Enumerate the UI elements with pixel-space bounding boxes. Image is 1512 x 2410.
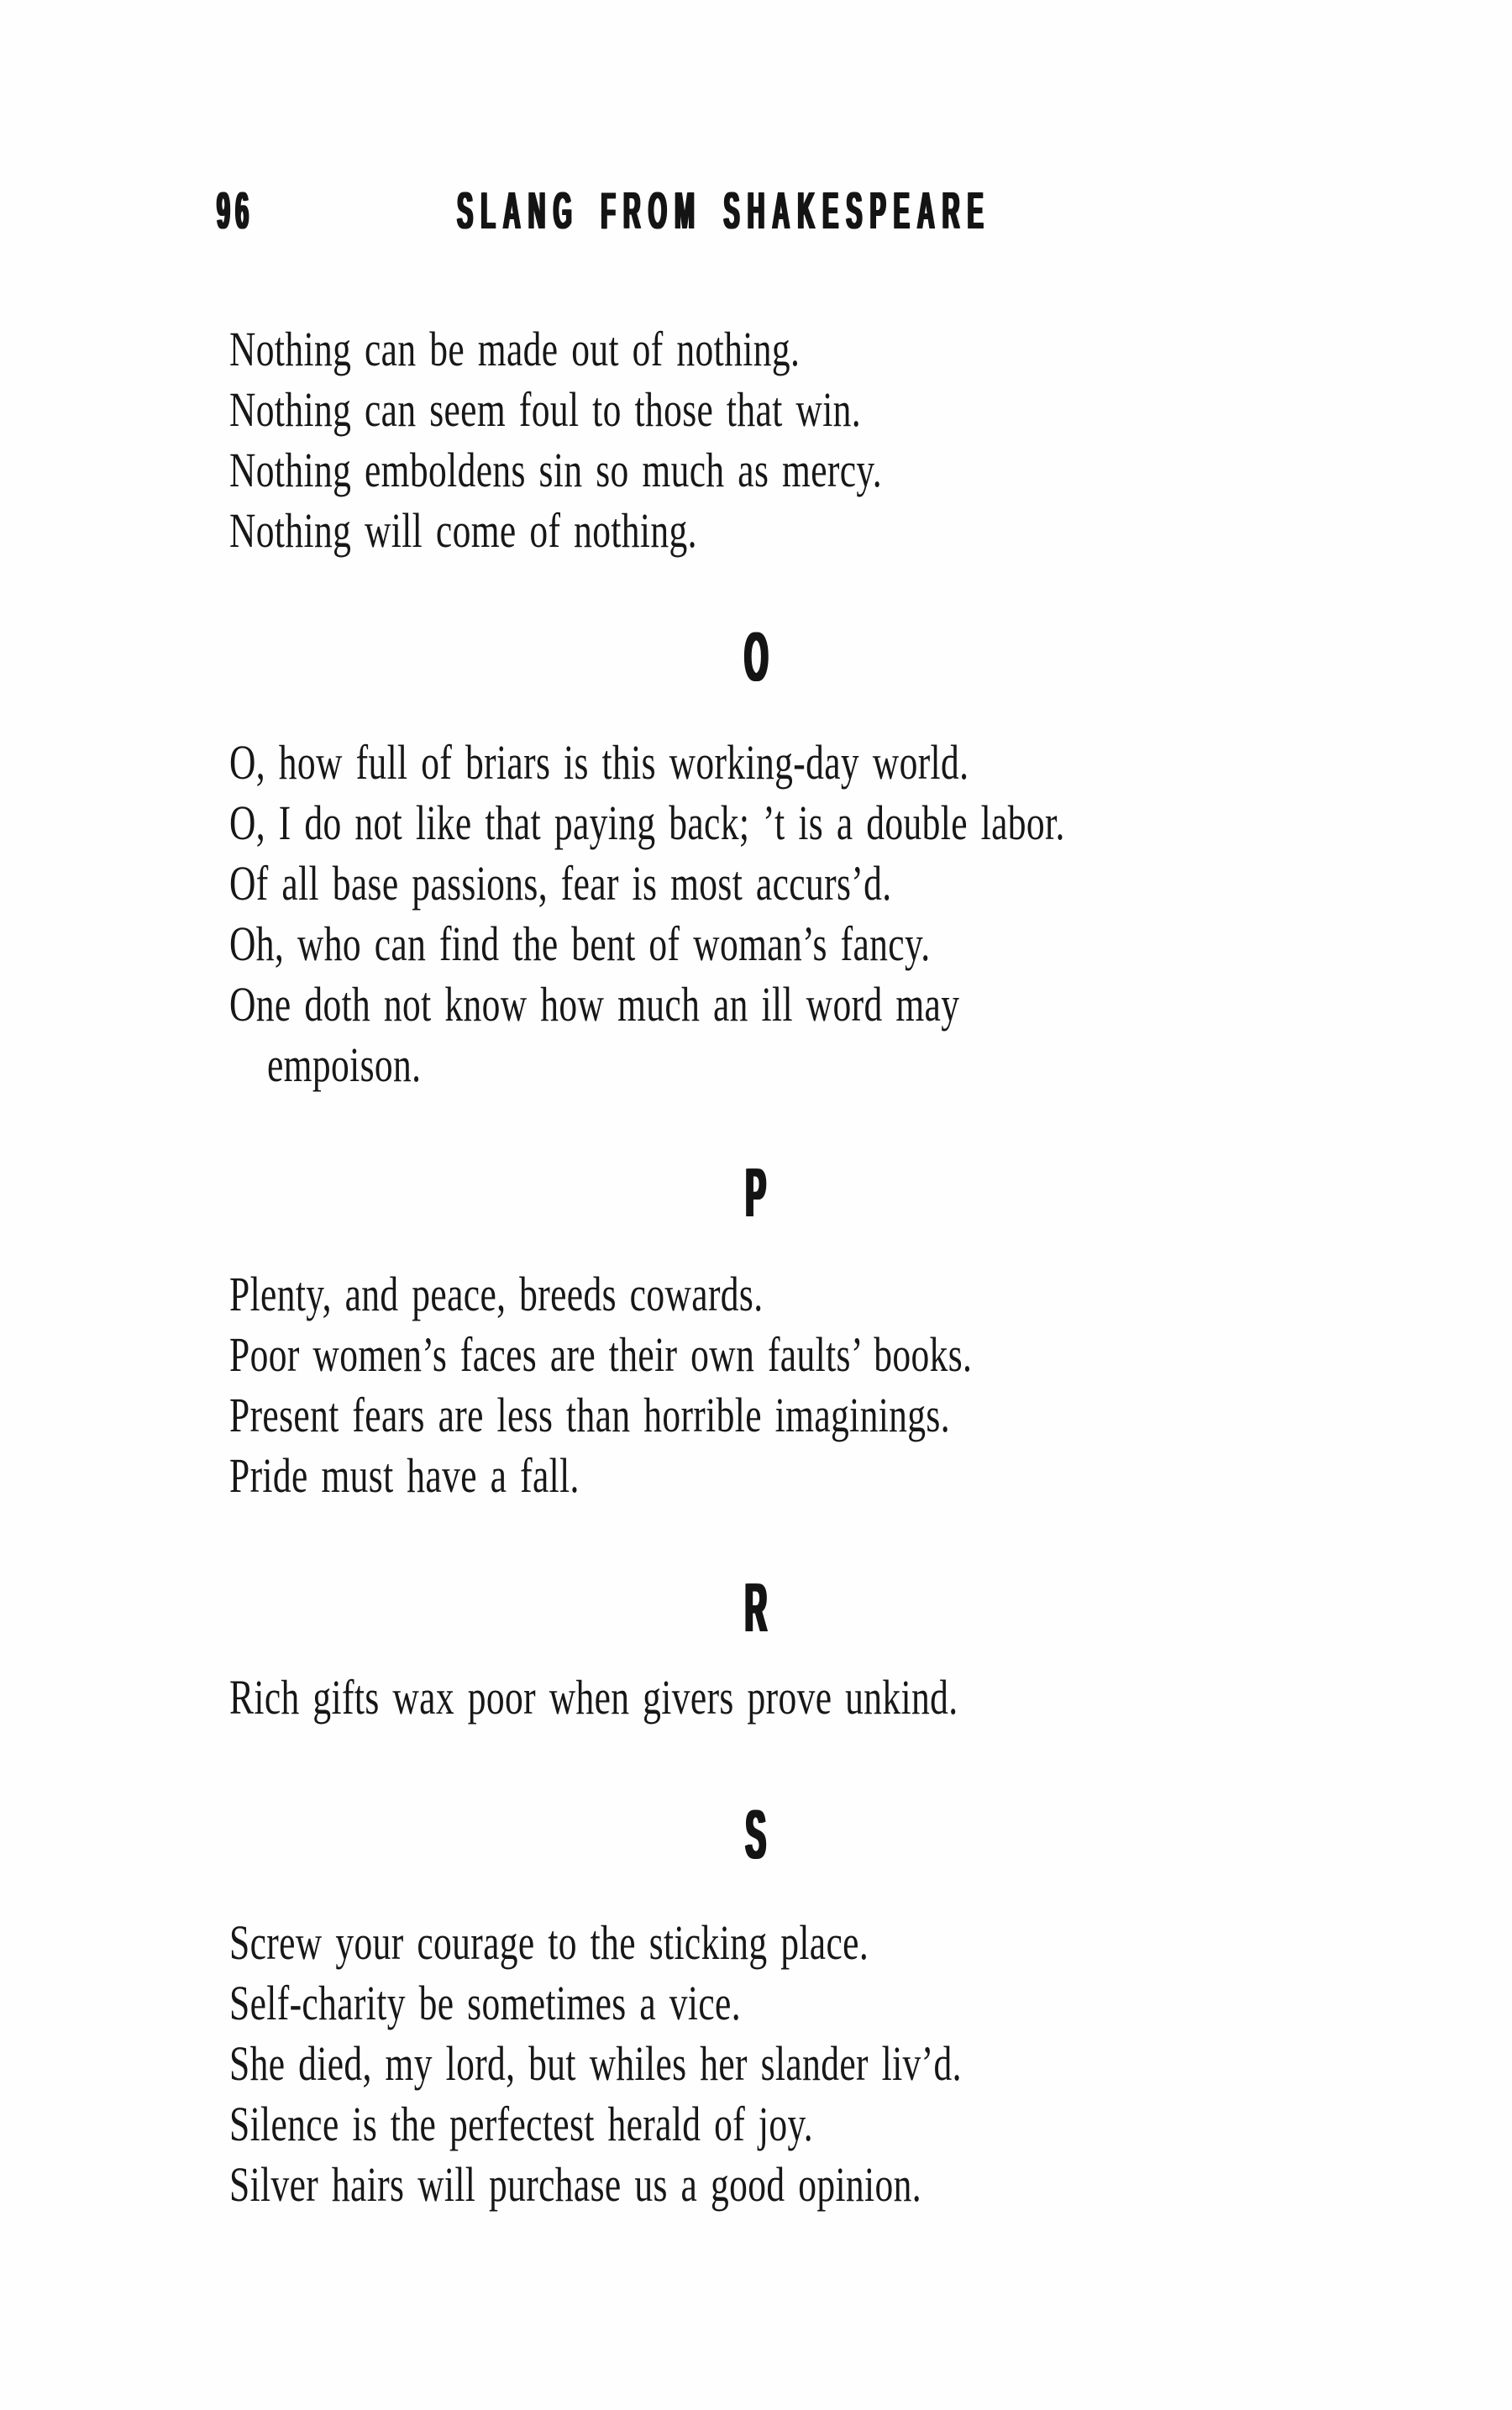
section-letter-p	[0, 1151, 1512, 1235]
quote-block-n	[229, 319, 882, 561]
quote-line: Present fears are less than horrible imaginings.	[229, 1388, 950, 1442]
quote-line: Silence is the perfectest herald of joy.	[229, 2097, 814, 2151]
quote-line: Oh, who can find the bent of woman’s fancy.	[229, 916, 931, 971]
page-number-text: 96	[217, 182, 255, 240]
quote-block-r	[229, 1667, 958, 1728]
quote-line: Nothing emboldens sin so much as mercy.	[229, 443, 882, 497]
quote-line: O, I do not like that paying back; ’t is a double labor.	[229, 795, 1065, 850]
quote-line: One doth not know how much an ill word may	[229, 977, 960, 1032]
quote-line: She died, my lord, but whiles her slander liv’d.	[229, 2036, 962, 2091]
quote-line: O, how full of briars is this working-day world.	[229, 735, 969, 790]
quote-block-p	[229, 1264, 972, 1506]
quote-line: Nothing will come of nothing.	[229, 503, 697, 558]
section-letter-s	[0, 1793, 1512, 1877]
running-head-text: SLANG FROM SHAKESPEARE	[457, 182, 991, 240]
section-letter-text: O	[743, 617, 769, 696]
section-letter-text: P	[745, 1153, 767, 1231]
running-head	[0, 178, 1448, 245]
section-letter-o	[0, 615, 1512, 699]
quote-line: Screw your courage to the sticking place.	[229, 1915, 869, 1970]
quote-line: Silver hairs will purchase us a good opinion.	[229, 2157, 922, 2212]
quote-line: Of all base passions, fear is most accurs’d.	[229, 856, 892, 911]
section-letter-text: R	[744, 1568, 768, 1646]
section-letter-r	[0, 1566, 1512, 1650]
quote-line: Self-charity be sometimes a vice.	[229, 1976, 741, 2030]
quote-line: Nothing can be made out of nothing.	[229, 322, 801, 376]
quote-line: Poor women’s faces are their own faults’ books.	[229, 1327, 973, 1382]
section-letter-text: S	[745, 1795, 767, 1873]
quote-line: empoison.	[267, 1037, 422, 1092]
quote-line: Pride must have a fall.	[229, 1448, 580, 1503]
quote-line: Rich gifts wax poor when givers prove unkind.	[229, 1670, 958, 1725]
quote-block-o	[229, 732, 1065, 1095]
quote-line: Plenty, and peace, breeds cowards.	[229, 1267, 764, 1321]
quote-line: Nothing can seem foul to those that win.	[229, 382, 862, 437]
quote-block-s	[229, 1913, 962, 2215]
